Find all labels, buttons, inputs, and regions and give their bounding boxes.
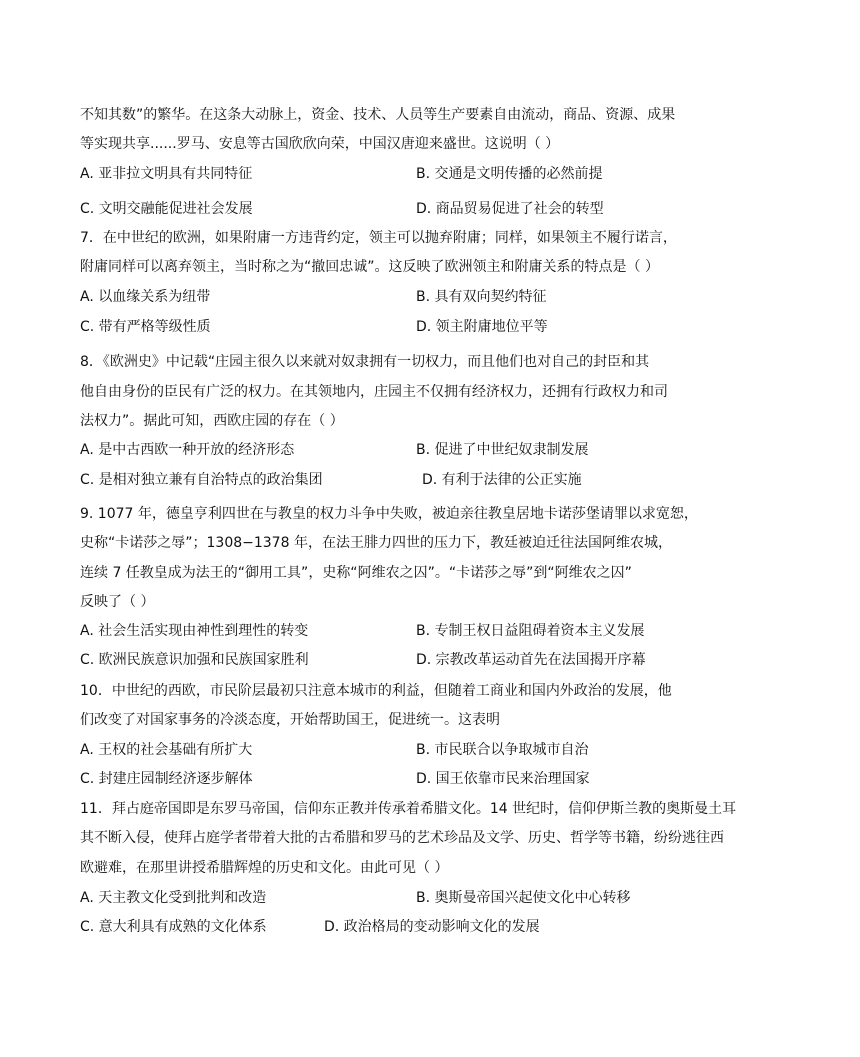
question-11-text-line-1: 11．拜占庭帝国即是东罗马帝国，信仰东正教并传承着希腊文化。14 世纪时，信仰伊斯兰教的奥斯曼土耳: [80, 801, 737, 817]
question-6-option-b: B. 交通是文明传播的必然前提: [416, 166, 603, 182]
question-8-option-b: B. 促进了中世纪奴隶制发展: [416, 442, 589, 458]
question-9-option-c: C. 欧洲民族意识加强和民族国家胜利: [80, 652, 309, 668]
question-7-option-c: C. 带有严格等级性质: [80, 319, 211, 335]
question-11-option-c: C. 意大利具有成熟的文化体系: [80, 919, 267, 935]
question-7-text-line-1: 7．在中世纪的欧洲，如果附庸一方违背约定，领主可以抛弃附庸；同样，如果领主不履行诺言，: [80, 230, 677, 246]
question-11-option-d: D. 政治格局的变动影响文化的发展: [324, 919, 540, 935]
question-9-option-d: D. 宗教改革运动首先在法国揭开序幕: [416, 652, 646, 668]
question-6-option-a: A. 亚非拉文明具有共同特征: [80, 166, 253, 182]
question-8-option-a: A. 是中古西欧一种开放的经济形态: [80, 442, 295, 458]
question-8-option-c: C. 是相对独立兼有自治特点的政治集团: [80, 472, 323, 488]
question-6-text-line-1: 不知其数”的繁华。在这条大动脉上，资金、技术、人员等生产要素自由流动，商品、资源、成果: [80, 107, 676, 123]
question-10-text-line-1: 10．中世纪的西欧，市民阶层最初只注意本城市的利益，但随着工商业和国内外政治的发展，他: [80, 683, 672, 699]
question-11-option-b: B. 奥斯曼帝国兴起使文化中心转移: [416, 890, 631, 906]
question-9-option-a: A. 社会生活实现由神性到理性的转变: [80, 623, 309, 639]
question-10-option-a: A. 王权的社会基础有所扩大: [80, 742, 253, 758]
question-7-option-a: A. 以血缘关系为纽带: [80, 289, 211, 305]
question-9-text-line-1: 9. 1077 年，德皇亨利四世在与教皇的权力斗争中失败，被迫亲往教皇居地卡诺莎堡请罪以求宽恕，: [80, 506, 698, 522]
question-11-text-line-2: 其不断入侵，使拜占庭学者带着大批的古希腊和罗马的艺术珍品及文学、历史、哲学等书籍，纷纷逃往西: [80, 830, 724, 846]
question-10-option-c: C. 封建庄园制经济逐步解体: [80, 771, 253, 787]
question-7-option-d: D. 领主附庸地位平等: [416, 319, 548, 335]
question-8-option-d: D. 有利于法律的公正实施: [422, 472, 582, 488]
question-9-text-line-3: 连续 7 任教皇成为法王的“御用工具”，史称“阿维农之囚”。“卡诺莎之辱”到“阿维农之囚”: [80, 565, 632, 581]
question-6-option-d: D. 商品贸易促进了社会的转型: [416, 201, 604, 217]
question-7-option-b: B. 具有双向契约特征: [416, 289, 547, 305]
question-9-text-line-2: 史称“卡诺莎之辱”；1308−1378 年，在法王腓力四世的压力下，教廷被迫迁往法国阿维农城，: [80, 535, 672, 551]
question-9-option-b: B. 专制王权日益阻碍着资本主义发展: [416, 623, 645, 639]
question-10-text-line-2: 们改变了对国家事务的冷淡态度，开始帮助国王，促进统一。这表明: [80, 712, 500, 728]
question-7-text-line-2: 附庸同样可以离弃领主，当时称之为“撤回忠诚”。这反映了欧洲领主和附庸关系的特点是（ ）: [80, 259, 659, 275]
question-8-text-line-1: 8．《欧洲史》中记载“庄园主很久以来就对奴隶拥有一切权力，而且他们也对自己的封臣和其: [80, 354, 650, 370]
question-11-text-line-3: 欧避难，在那里讲授希腊辉煌的历史和文化。由此可见（ ）: [80, 860, 449, 876]
question-6-option-c: C. 文明交融能促进社会发展: [80, 201, 253, 217]
question-9-text-line-4: 反映了（ ）: [80, 594, 155, 610]
question-6-text-line-2: 等实现共享......罗马、安息等古国欣欣向荣，中国汉唐迎来盛世。这说明（ ）: [80, 136, 560, 152]
question-10-option-d: D. 国王依靠市民来治理国家: [416, 771, 590, 787]
question-8-text-line-3: 法权力”。据此可知，西欧庄园的存在（ ）: [80, 413, 344, 429]
question-11-option-a: A. 天主教文化受到批判和改造: [80, 890, 267, 906]
question-8-text-line-2: 他自由身份的臣民有广泛的权力。在其领地内，庄园主不仅拥有经济权力，还拥有行政权力和司: [80, 384, 668, 400]
question-10-option-b: B. 市民联合以争取城市自治: [416, 742, 589, 758]
